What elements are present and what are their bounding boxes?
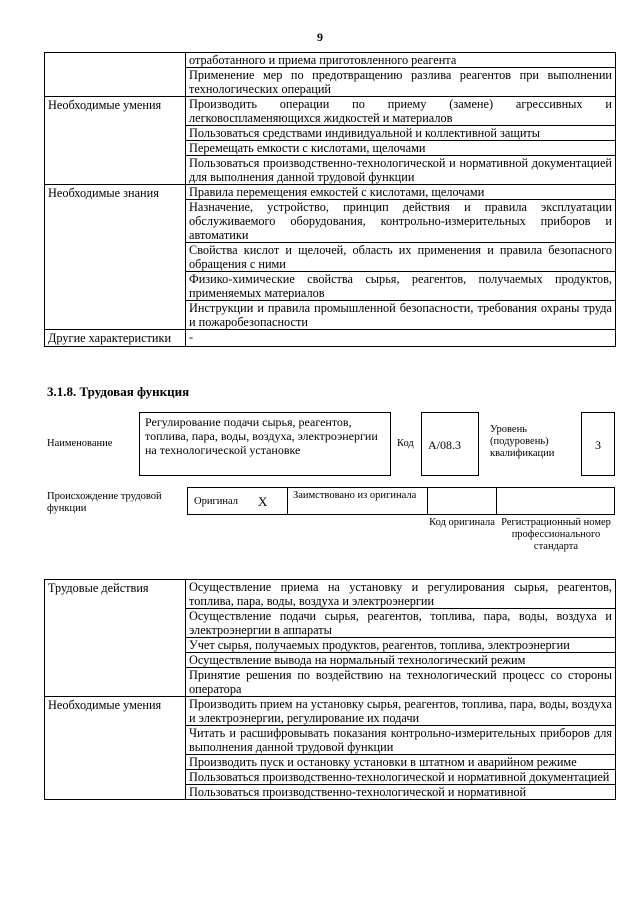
table-cell: Пользоваться производственно-технологической и нормативной документацией для выполнения данной трудовой функции <box>186 156 616 185</box>
page-number: 9 <box>317 30 323 44</box>
row-label <box>45 53 186 97</box>
section-heading: 3.1.8. Трудовая функция <box>47 384 190 399</box>
row-label: Другие характеристики <box>45 330 186 347</box>
competency-table-continued <box>44 52 616 347</box>
borrowed-label: Заимствовано из оригинала <box>293 490 417 501</box>
function-name-box <box>139 412 391 476</box>
table-cell: Пользоваться средствами индивидуальной и коллективной защиты <box>186 126 616 141</box>
table-cell: Инструкции и правила промышленной безопасности, требования охраны труда и пожаробезопасности <box>186 301 616 330</box>
function-name: Регулирование подачи сырья, реагентов, топлива, пара, воды, воздуха, электроэнергии на технологической установке <box>145 415 378 457</box>
table-cell: Осуществление приема на установку и регулирования сырья, реагентов, топлива, пара, воды, воздуха и электроэнергии <box>186 580 616 609</box>
table-cell: Физико-химические свойства сырья, реагентов, получаемых продуктов, применяемых материалов <box>186 272 616 301</box>
code-label: Код <box>397 438 414 449</box>
table-cell: Пользоваться производственно-технологической и нормативной <box>186 785 616 800</box>
row-label: Необходимые умения <box>45 697 186 800</box>
original-code-box <box>427 487 497 515</box>
table-row <box>45 580 616 609</box>
table-cell: Перемещать емкости с кислотами, щелочами <box>186 141 616 156</box>
table-row <box>45 185 616 200</box>
table-row <box>45 330 616 347</box>
table-row <box>45 697 616 726</box>
registration-number-box <box>496 487 615 515</box>
table-cell: Читать и расшифровывать показания контрольно-измерительных приборов для выполнения данной трудовой функции <box>186 726 616 755</box>
table-row <box>45 53 616 68</box>
table-cell: Осуществление подачи сырья, реагентов, топлива, пара, воды, воздуха и электроэнергии в аппараты <box>186 609 616 638</box>
original-mark: X <box>258 494 268 509</box>
labor-function-table <box>44 579 616 800</box>
table-cell: Свойства кислот и щелочей, область их применения и правила безопасного обращения с ними <box>186 243 616 272</box>
origin-label: Происхождение трудовой функции <box>47 491 162 514</box>
table-cell: - <box>186 330 616 347</box>
name-label: Наименование <box>47 438 113 449</box>
table-cell: Производить операции по приему (замене) агрессивных и легковоспламеняющихся жидкостей и материалов <box>186 97 616 126</box>
table-cell: Правила перемещения емкостей с кислотами, щелочами <box>186 185 616 200</box>
code-box <box>421 412 479 476</box>
borrowed-box <box>287 487 428 515</box>
table-cell: Учет сырья, получаемых продуктов, реагентов, топлива, электроэнергии <box>186 638 616 653</box>
table-cell: Принятие решения по воздействию на технологический процесс со стороны оператора <box>186 668 616 697</box>
table-cell: Осуществление вывода на нормальный технологический режим <box>186 653 616 668</box>
original-code-caption: Код оригинала <box>429 517 495 528</box>
original-label: Оригинал <box>194 496 238 507</box>
level-value: 3 <box>595 438 601 452</box>
table-cell: Производить пуск и остановку установки в штатном и аварийном режиме <box>186 755 616 770</box>
row-label: Необходимые знания <box>45 185 186 330</box>
row-label: Трудовые действия <box>45 580 186 697</box>
level-label: Уровень (подуровень) квалификации <box>490 424 555 459</box>
table-cell: Пользоваться производственно-технологической и нормативной документацией <box>186 770 616 785</box>
registration-number-caption: Регистрационный номер профессионального стандарта <box>501 517 611 552</box>
table-cell: отработанного и приема приготовленного реагента <box>186 53 616 68</box>
code-value: А/08.3 <box>428 438 461 452</box>
table-cell: Назначение, устройство, принцип действия и правила эксплуатации обслуживаемого оборудования, контрольно-измерительных приборов и автоматики <box>186 200 616 243</box>
row-label: Необходимые умения <box>45 97 186 185</box>
level-box <box>581 412 615 476</box>
table-cell: Производить прием на установку сырья, реагентов, топлива, пара, воды, воздуха и электроэнергии, регулирование их подачи <box>186 697 616 726</box>
original-box <box>187 487 288 515</box>
table-cell: Применение мер по предотвращению разлива реагентов при выполнении технологических операций <box>186 68 616 97</box>
table-row <box>45 97 616 126</box>
